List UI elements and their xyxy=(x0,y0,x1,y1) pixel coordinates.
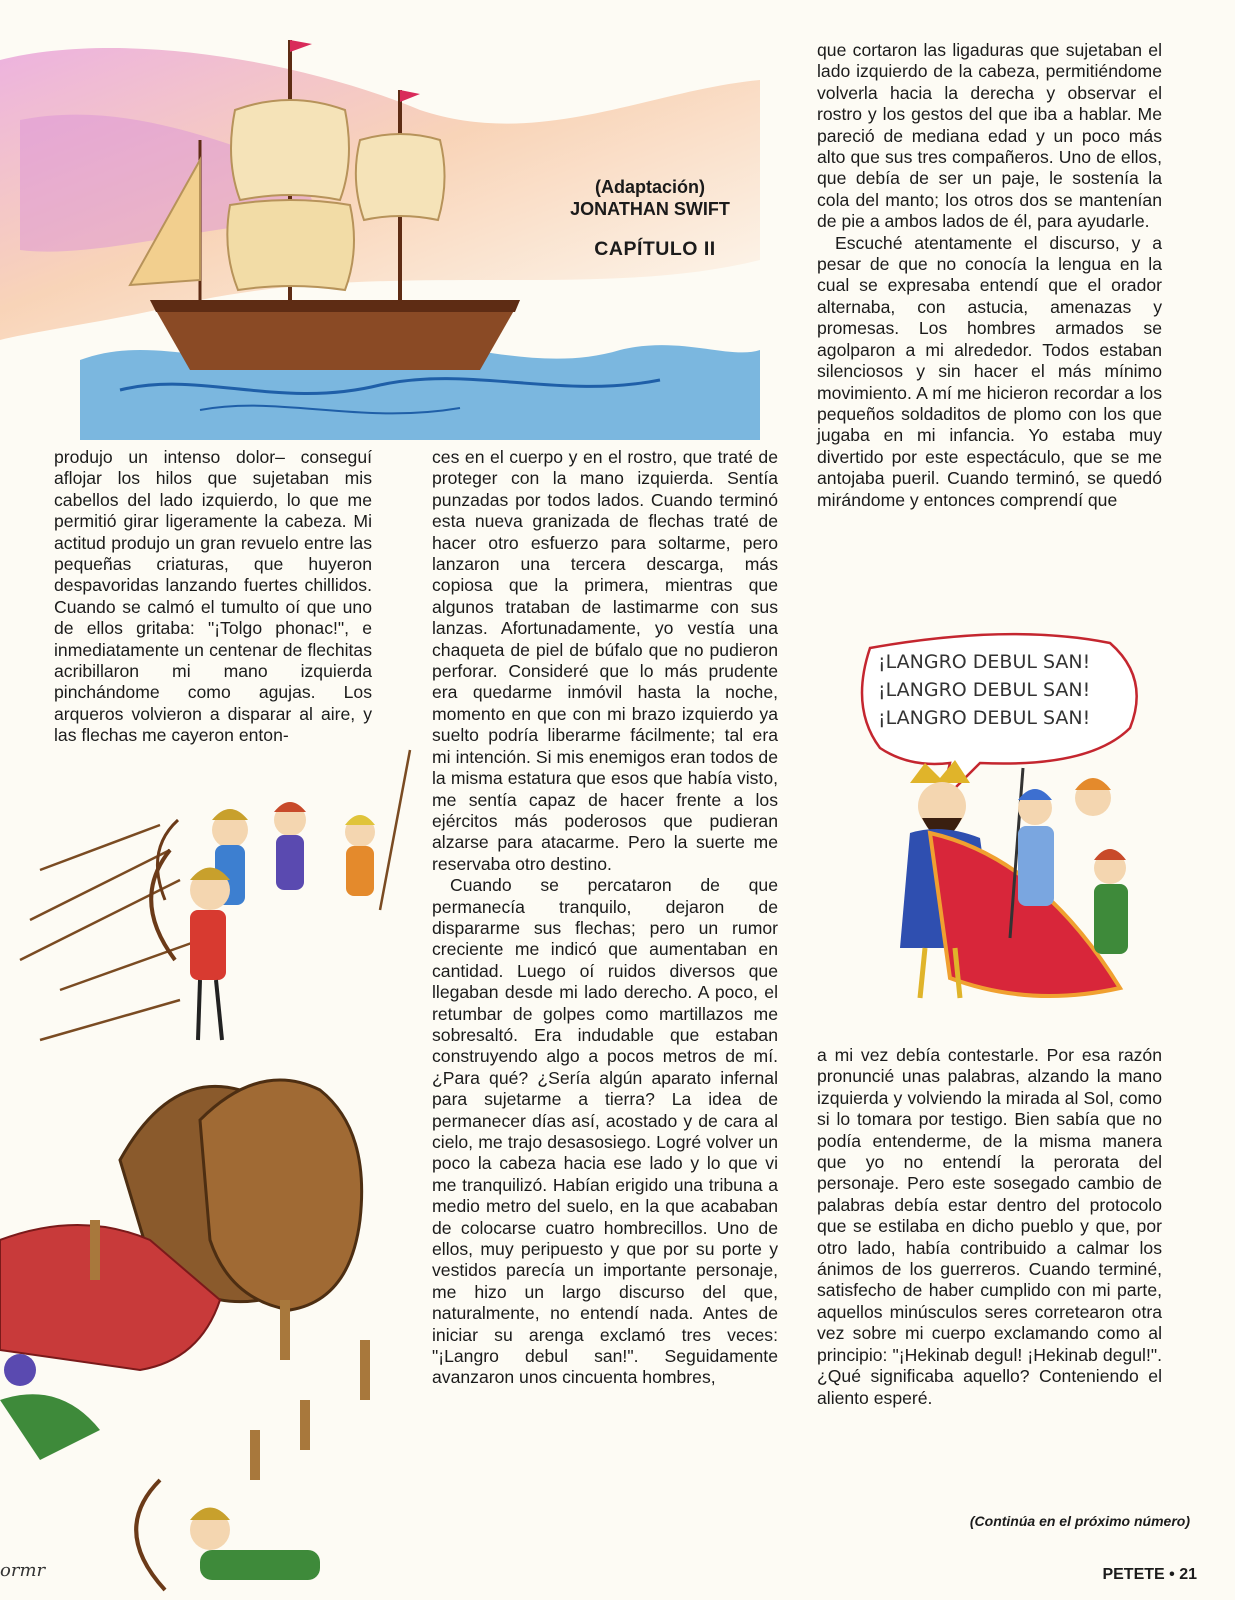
giant-boots xyxy=(0,1080,362,1370)
article-column-3-top xyxy=(817,40,1162,511)
speech-line-2: ¡LANGRO DEBUL SAN! xyxy=(878,679,1091,701)
archers-illustration xyxy=(0,740,420,1600)
speech-line-1: ¡LANGRO DEBUL SAN! xyxy=(878,651,1091,673)
credit xyxy=(560,176,740,220)
article-column-1 xyxy=(54,447,372,747)
col1-paragraph-1: produjo un intenso dolor– conseguí aflojar los hilos que sujetaban mis cabellos del lado izquierdo, lo que me permitió girar ligeramente la cabeza. Mi actitud produjo un gran revuelo entre las pequeñas criaturas, que huyeron despavoridas lanzando fuertes chillidos. Cuando se calmó el tumulto oí que uno de ellos gritaba: "¡Tolgo phonac!", e inmediatamente un centenar de flechitas acribillaron mi mano izquierda pinchándome como agujas. Los arqueros volvieron a disparar al aire, y las flechas me cayeron enton- xyxy=(54,447,372,746)
article-column-2 xyxy=(432,447,778,1389)
col2-paragraph-1: ces en el cuerpo y en el rostro, que traté de proteger con la mano izquierda. Sentía punzadas por todos lados. Cuando terminó esta nueva granizada de flechas traté de hacer otro esfuerzo para soltarme, pero lanzaron una tercera descarga, más copiosa que la primera, mientras que algunos trataban de lastimarme con sus lanzas. Afortunadamente, yo vestía una chaqueta de piel de búfalo que no pudieron perforar. Consideré que lo más prudente era quedarme inmóvil hasta la noche, momento en que con mi brazo izquierdo ya suelto podría liberarme fácilmente; tal era mi intención. Si mis enemigos eran todos de la misma estatura que esos que había visto, me sentía capaz de hacer frente a los ejércitos más poderosos que pudieran alzarse para atacarme. Pero la suerte me reservaba otro destino. xyxy=(432,447,778,874)
credit-adaptation: (Adaptación) xyxy=(595,177,705,197)
page-number: 21 xyxy=(1179,1566,1197,1583)
col3-paragraph-3: a mi vez debía contestarle. Por esa razón pronuncié unas palabras, alzando la mano izquierda y volviendo la mirada al Sol, como si lo tomara por testigo. Bien sabía que no podía entenderme, de la misma manera que yo no entendí la perorata del personaje. Pero este sosegado cambio de palabras debía estar dentro del protocolo que se estilaba en dicho pueblo y que, por otro lado, había contribuido a calmar los ánimos de los guerreros. Cuando terminé, satisfecho de haber cumplido con mi parte, aquellos minúsculos seres corretearon otra vez sobre mi cuerpo exclamando como al principio: "¡Hekinab degul! ¡Hekinab degul!". ¿Qué significaba aquello? Conteniendo el aliento esperé. xyxy=(817,1045,1162,1408)
credit-author: JONATHAN SWIFT xyxy=(570,199,730,219)
page-footer xyxy=(1102,1566,1197,1584)
chapter-title: CAPÍTULO II xyxy=(594,238,716,260)
continued-note: (Continúa en el próximo número) xyxy=(969,1513,1190,1529)
col3-paragraph-1: que cortaron las ligaduras que sujetaban el lado izquierdo de la cabeza, permitiéndome volverla hacia la derecha y observar el rostro y los gestos del que iba a hablar. Me pareció de mediana edad y un poco más alto que sus tres compañeros. Uno de ellos, que debía de ser un paje, le sostenía la cola del manto; los otros dos se mantenían de pie a ambos lados de él, para ayudarle. xyxy=(817,40,1162,232)
archer-group xyxy=(151,802,375,1040)
illustrator-signature: ormr xyxy=(0,1560,46,1581)
col3-paragraph-2: Escuché atentamente el discurso, y a pesar de que no conocía la lengua en la cual se expresaba entendí que el orador alternaba, con astucia, amenazas y promesas. Los hombres armados se agolparon a mi alrededor. Todos estaban silenciosos y sin hacer el más mínimo movimiento. A mí me hicieron recordar a los pequeños soldaditos de plomo con los que jugaba en mi infancia. Yo estaba muy divertido por este espectáculo, que se me antojaba pueril. Cuando terminó, se quedó mirándome y entonces comprendí que xyxy=(817,232,1162,510)
article-column-3-bottom xyxy=(817,1045,1162,1409)
footer-separator: • xyxy=(1169,1566,1175,1583)
col2-paragraph-2: Cuando se percataron de que permanecía tranquilo, dejaron de dispararme sus flechas; pero un rumor creciente me indicó que aumentaban en cantidad. Luego oí ruidos diversos que llegaban desde mi lado derecho. A poco, el retumbar de golpes como martillazos me sobresaltó. Era indudable que estaban construyendo algo a pocos metros de mí. ¿Para qué? ¿Sería algún aparato infernal para sujetarme a tierra? La idea de permanecer días así, acostado y de cara al cielo, me trajo desasosiego. Logré volver un poco la cabeza hacia ese lado y lo que vi me tranquilizó. Habían erigido una tribuna a medio metro del suelo, en la que acababan de colocarse cuatro hombrecillos. Uno de ellos, muy peripuesto y que por su porte y vestidos parecía un importante personaje, me hizo un largo discurso del que, naturalmente, no entendí nada. Antes de iniciar su arenga exclamó tres veces: "¡Langro debul san!". Seguidamente avanzaron unos cincuenta hombres, xyxy=(432,875,778,1388)
magazine-name: PETETE xyxy=(1102,1566,1165,1583)
ship-illustration xyxy=(0,0,760,440)
speech-line-3: ¡LANGRO DEBUL SAN! xyxy=(878,707,1091,729)
pageant-illustration xyxy=(830,628,1230,1028)
lower-archers xyxy=(0,1354,320,1590)
